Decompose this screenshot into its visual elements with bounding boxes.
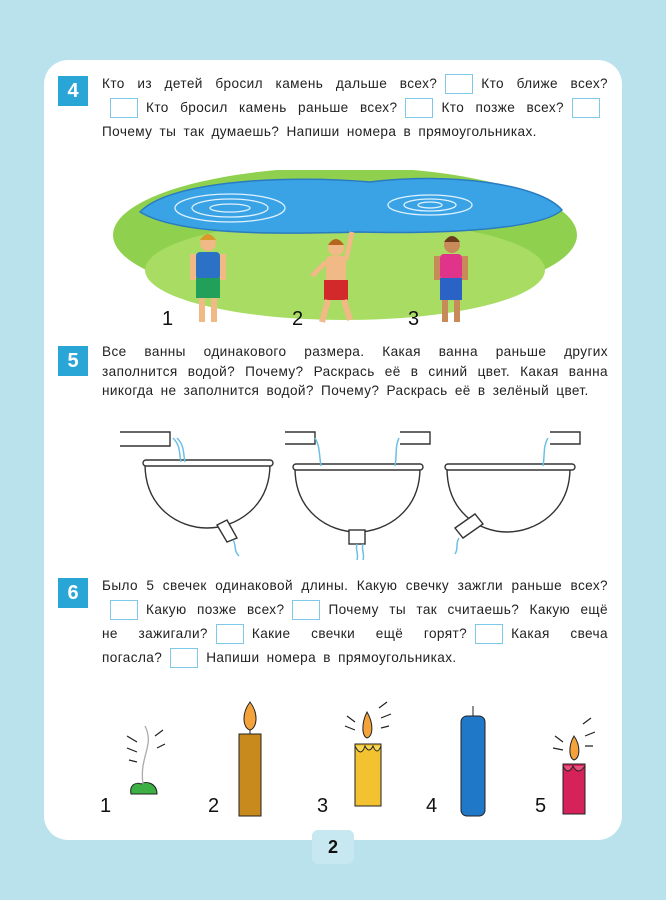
- task-text-part: Какие свечки ещё горят?: [251, 626, 468, 641]
- candle-4: [461, 706, 485, 816]
- task-text-part: Какую позже всех?: [146, 602, 285, 617]
- answer-box[interactable]: [110, 600, 138, 620]
- bathtub-3: [445, 432, 580, 538]
- bathtub-1: [120, 432, 273, 542]
- task-number: 4: [58, 76, 88, 106]
- task-text-part: Было 5 свечек одинаковой длины. Какую свечку зажгли раньше всех?: [102, 578, 608, 593]
- candle-label: 3: [317, 795, 329, 817]
- answer-box[interactable]: [216, 624, 244, 644]
- candle-2: [239, 702, 261, 816]
- bathtub-2: [285, 432, 430, 544]
- task-text-part: Кто позже всех?: [441, 100, 564, 115]
- page-number: 2: [312, 830, 354, 864]
- task-6: [58, 574, 608, 694]
- task-text-part: Кто ближе всех?: [481, 76, 608, 91]
- candles-illustration: [115, 696, 595, 818]
- task-text-part: Кто из детей бросил камень дальше всех?: [102, 76, 438, 91]
- task-text-part: Почему ты так считаешь? Какую ещё не зажигали?: [102, 602, 608, 641]
- task-text-part: Какая свеча погасла?: [102, 626, 608, 665]
- task-text: Все ванны одинакового размера. Какая ванна раньше других заполнится водой? Почему? Раскрась её в синий цвет. Какая ванна никогда не заполнится водой? Почему? Раскрась её в зелёный цвет.: [102, 344, 608, 398]
- answer-box[interactable]: [572, 98, 600, 118]
- answer-box[interactable]: [110, 98, 138, 118]
- task-number: 6: [58, 578, 88, 608]
- answer-box[interactable]: [445, 74, 473, 94]
- child-label: 1: [162, 308, 174, 330]
- pond: [140, 178, 562, 233]
- candle-label: 2: [208, 795, 220, 817]
- task-number: 5: [58, 346, 88, 376]
- candle-label: 4: [426, 795, 438, 817]
- candle-5: [553, 718, 595, 814]
- candle-label: 1: [100, 795, 112, 817]
- child-label: 3: [408, 308, 420, 330]
- task-text: [102, 574, 608, 670]
- child-label: 2: [292, 308, 304, 330]
- candle-3: [345, 702, 391, 806]
- task-5: [58, 342, 608, 432]
- task-text-part: Почему ты так думаешь? Напиши номера в прямоугольниках.: [102, 124, 537, 139]
- task-text: [102, 72, 608, 144]
- bathtubs-illustration: [115, 428, 585, 563]
- answer-box[interactable]: [170, 648, 198, 668]
- task-text-part: Кто бросил камень раньше всех?: [146, 100, 398, 115]
- answer-box[interactable]: [475, 624, 503, 644]
- answer-box[interactable]: [292, 600, 320, 620]
- answer-box[interactable]: [405, 98, 433, 118]
- candle-label: 5: [535, 795, 547, 817]
- pond-illustration: [110, 170, 580, 335]
- candle-1: [127, 726, 165, 794]
- task-text-part: Напиши номера в прямоугольниках.: [206, 650, 457, 665]
